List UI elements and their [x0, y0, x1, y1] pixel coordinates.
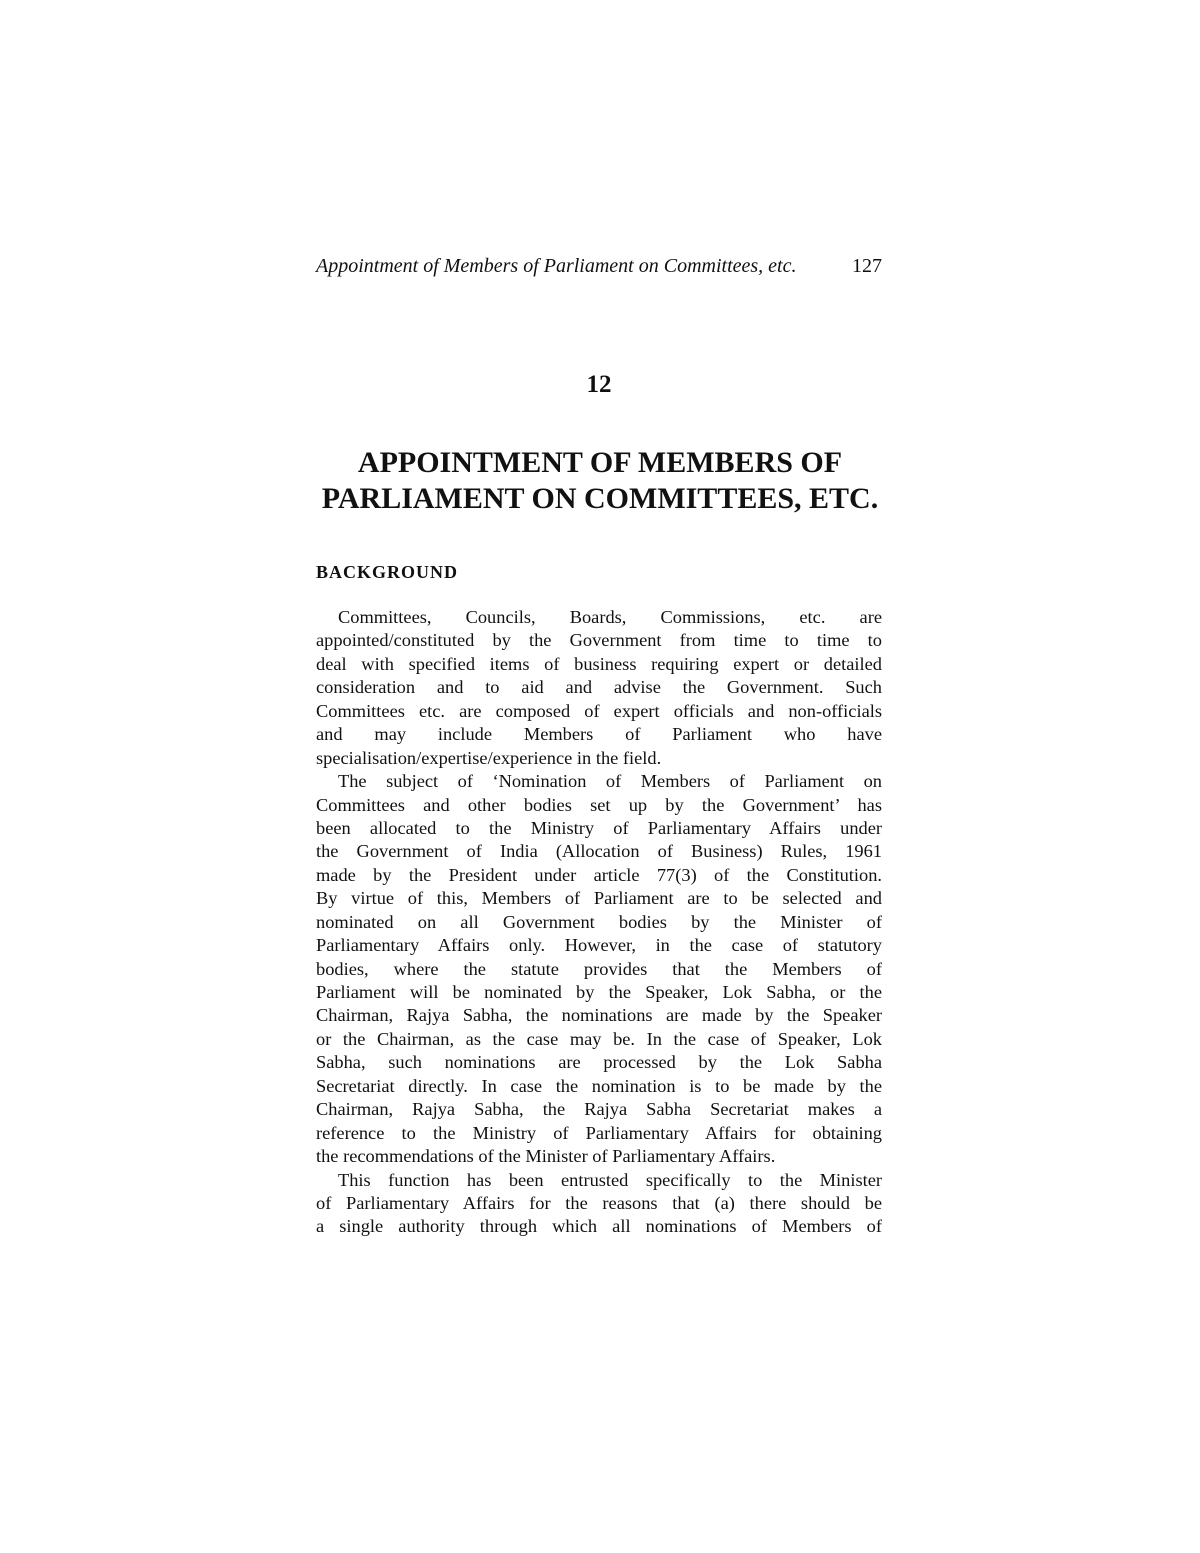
section-heading: BACKGROUND	[316, 562, 459, 582]
paragraph	[316, 770, 882, 1168]
page-number: 127	[852, 255, 882, 277]
paragraph-line: or the Chairman, as the case may be. In the case of Speaker, Lok	[316, 1028, 882, 1049]
chapter-title-line: APPOINTMENT OF MEMBERS OF	[357, 446, 843, 479]
running-title: Appointment of Members of Parliament on Committees, etc.	[316, 255, 797, 277]
paragraph-line: Parliament will be nominated by the Speaker, Lok Sabha, or the	[316, 982, 882, 1002]
paragraph-line: the recommendations of the Minister of Parliamentary Affairs.	[316, 1146, 776, 1167]
paragraph-line: Sabha, such nominations are processed by the Lok Sabha	[316, 1052, 882, 1073]
paragraph-line: deal with specified items of business requiring expert or detailed	[316, 653, 882, 674]
paragraph-line: Chairman, Rajya Sabha, the Rajya Sabha Secretariat makes a	[316, 1099, 882, 1120]
paragraph-line: a single authority through which all nominations of Members of	[316, 1216, 882, 1237]
body-text	[316, 606, 882, 1239]
paragraph-line: Secretariat directly. In case the nomination is to be made by the	[316, 1075, 882, 1096]
paragraph-line: and may include Members of Parliament who have	[316, 724, 882, 745]
paragraph-line: Committees and other bodies set up by the Government’ has	[316, 794, 882, 815]
paragraph	[316, 606, 882, 770]
paragraph-line: Committees, Councils, Boards, Commissions, etc. are	[338, 607, 882, 627]
paragraph-line: of Parliamentary Affairs for the reasons that (a) there should be	[316, 1192, 882, 1213]
paragraph-line: Parliamentary Affairs only. However, in the case of statutory	[316, 935, 882, 956]
paragraph-line: appointed/constituted by the Government from time to time to	[316, 630, 882, 651]
paragraph	[316, 1169, 882, 1239]
paragraph-line: nominated on all Government bodies by the Minister of	[316, 911, 882, 932]
paragraph-line: specialisation/expertise/experience in the field.	[316, 747, 662, 768]
chapter-title-line: PARLIAMENT ON COMMITTEES, ETC.	[321, 482, 879, 515]
paragraph-line: By virtue of this, Members of Parliament are to be selected and	[316, 888, 882, 909]
paragraph-line: Committees etc. are composed of expert officials and non-officials	[316, 700, 882, 721]
paragraph-line: consideration and to aid and advise the Government. Such	[316, 677, 882, 698]
paragraph-line: made by the President under article 77(3) of the Constitution.	[316, 864, 882, 885]
paragraph-line: bodies, where the statute provides that the Members of	[316, 958, 882, 979]
paragraph-line: This function has been entrusted specifically to the Minister	[338, 1169, 882, 1190]
paragraph-line: Chairman, Rajya Sabha, the nominations are made by the Speaker	[316, 1005, 882, 1026]
paragraph-line: reference to the Ministry of Parliamentary Affairs for obtaining	[316, 1122, 882, 1143]
chapter-number: 12	[586, 371, 612, 398]
paragraph-line: been allocated to the Ministry of Parliamentary Affairs under	[316, 817, 882, 838]
chapter-title	[300, 445, 900, 517]
running-header	[316, 255, 882, 285]
paragraph-line: the Government of India (Allocation of Business) Rules, 1961	[316, 841, 882, 862]
paragraph-line: The subject of ‘Nomination of Members of Parliament on	[338, 771, 882, 792]
